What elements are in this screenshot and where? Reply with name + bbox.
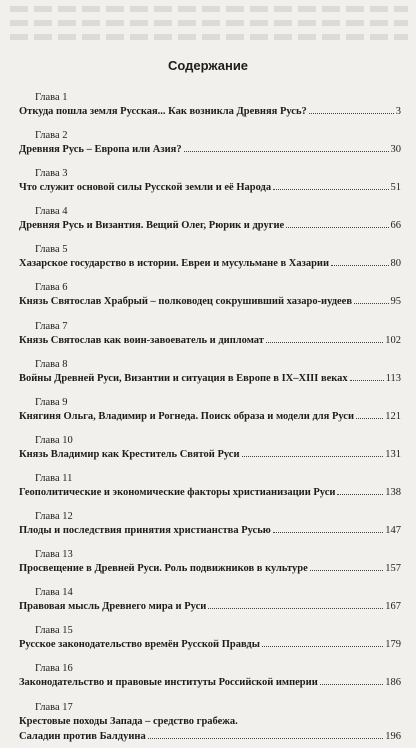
chapter-title: Войны Древней Руси, Византии и ситуация в Европе в IX–XIII веках — [19, 372, 348, 384]
table-of-contents — [19, 92, 401, 748]
dot-leader — [354, 303, 388, 304]
chapter-label: Глава 3 — [35, 168, 68, 180]
page-number: 167 — [385, 601, 401, 613]
page-number: 131 — [385, 448, 401, 460]
chapter-title: Что служит основой силы Русской земли и её Народа — [19, 182, 272, 194]
dot-leader — [148, 738, 384, 739]
toc-entry — [19, 549, 401, 587]
chapter-title: Откуда пошла земля Русская... Как возникла Древняя Русь? — [19, 106, 307, 117]
toc-entry — [19, 511, 401, 549]
dot-leader — [356, 418, 383, 419]
page-number: 102 — [385, 334, 401, 346]
toc-entry — [19, 359, 401, 397]
chapter-title-line-2: Саладин против Балдуина — [19, 730, 146, 742]
chapter-title: Древняя Русь – Европа или Азия? — [19, 144, 182, 156]
toc-entry — [19, 130, 401, 168]
page-title: Содержание — [167, 58, 249, 73]
dot-leader — [208, 608, 383, 609]
toc-entry — [19, 397, 401, 435]
chapter-label: Глава 11 — [35, 472, 73, 484]
chapter-label: Глава 7 — [35, 320, 68, 332]
chapter-label: Глава 1 — [35, 92, 68, 103]
dot-leader — [184, 151, 389, 152]
chapter-label: Глава 17 — [35, 701, 73, 713]
chapter-label: Глава 15 — [35, 625, 73, 637]
show-through-text — [10, 6, 408, 54]
toc-entry — [19, 321, 401, 359]
dot-leader — [320, 684, 384, 685]
dot-leader — [337, 494, 383, 495]
chapter-label: Глава 5 — [35, 244, 68, 256]
page-number: 95 — [390, 296, 401, 308]
chapter-title: Просвещение в Древней Руси. Роль подвижников в культуре — [19, 563, 308, 575]
chapter-label: Глава 2 — [35, 130, 68, 142]
toc-entry — [19, 702, 401, 748]
toc-entry — [19, 625, 401, 663]
chapter-label: Глава 6 — [35, 282, 68, 294]
chapter-title: Князь Святослав как воин-завоеватель и дипломат — [19, 334, 264, 346]
page-number: 147 — [385, 525, 401, 537]
chapter-title: Князь Владимир как Креститель Святой Руси — [19, 448, 240, 460]
chapter-title: Хазарское государство в истории. Евреи и мусульмане в Хазарии — [19, 258, 330, 270]
chapter-title: Княгиня Ольга, Владимир и Рогнеда. Поиск образа и модели для Руси — [19, 410, 355, 422]
chapter-title: Законодательство и правовые институты Российской империи — [19, 677, 318, 689]
chapter-title: Русское законодательство времён Русской Правды — [19, 639, 260, 651]
chapter-title: Древняя Русь и Византия. Вещий Олег, Рюрик и другие — [19, 220, 285, 232]
dot-leader — [266, 342, 383, 343]
page-number: 3 — [395, 106, 401, 117]
dot-leader — [310, 570, 383, 571]
toc-entry — [19, 587, 401, 625]
page-number: 51 — [390, 182, 401, 194]
dot-leader — [309, 113, 394, 114]
chapter-title-line-1: Крестовые походы Запада – средство грабежа. — [19, 715, 238, 727]
chapter-title: Геополитические и экономические факторы христианизации Руси — [19, 486, 336, 498]
dot-leader — [350, 380, 384, 381]
chapter-label: Глава 10 — [35, 434, 73, 446]
chapter-title: Князь Святослав Храбрый – полководец сокрушивший хазаро-иудеев — [19, 296, 353, 308]
dot-leader — [242, 456, 384, 457]
page-number: 179 — [385, 639, 401, 651]
page-number: 138 — [385, 486, 401, 498]
chapter-label: Глава 14 — [35, 587, 73, 599]
chapter-title: Плоды и последствия принятия христианства Русью — [19, 525, 271, 537]
toc-entry — [19, 663, 401, 701]
chapter-label: Глава 13 — [35, 549, 73, 561]
chapter-label: Глава 8 — [35, 358, 68, 370]
toc-entry — [19, 206, 401, 244]
page-number: 66 — [390, 220, 401, 232]
toc-entry — [19, 282, 401, 320]
dot-leader — [273, 532, 383, 533]
toc-entry — [19, 168, 401, 206]
page-number: 80 — [390, 258, 401, 270]
chapter-label: Глава 16 — [35, 663, 73, 675]
page-number: 113 — [385, 372, 401, 384]
toc-entry — [19, 92, 401, 130]
chapter-title: Правовая мысль Древнего мира и Руси — [19, 601, 207, 613]
page-number: 30 — [390, 144, 401, 156]
toc-entry — [19, 473, 401, 511]
toc-entry — [19, 244, 401, 282]
page-number: 121 — [385, 410, 401, 422]
chapter-label: Глава 12 — [35, 511, 73, 523]
toc-entry — [19, 435, 401, 473]
dot-leader — [331, 265, 388, 266]
dot-leader — [286, 227, 388, 228]
chapter-label: Глава 9 — [35, 396, 68, 408]
page-number: 196 — [385, 730, 401, 742]
dot-leader — [262, 646, 383, 647]
page-number: 157 — [385, 563, 401, 575]
chapter-label: Глава 4 — [35, 206, 68, 218]
dot-leader — [273, 189, 388, 190]
page-number: 186 — [385, 677, 401, 689]
